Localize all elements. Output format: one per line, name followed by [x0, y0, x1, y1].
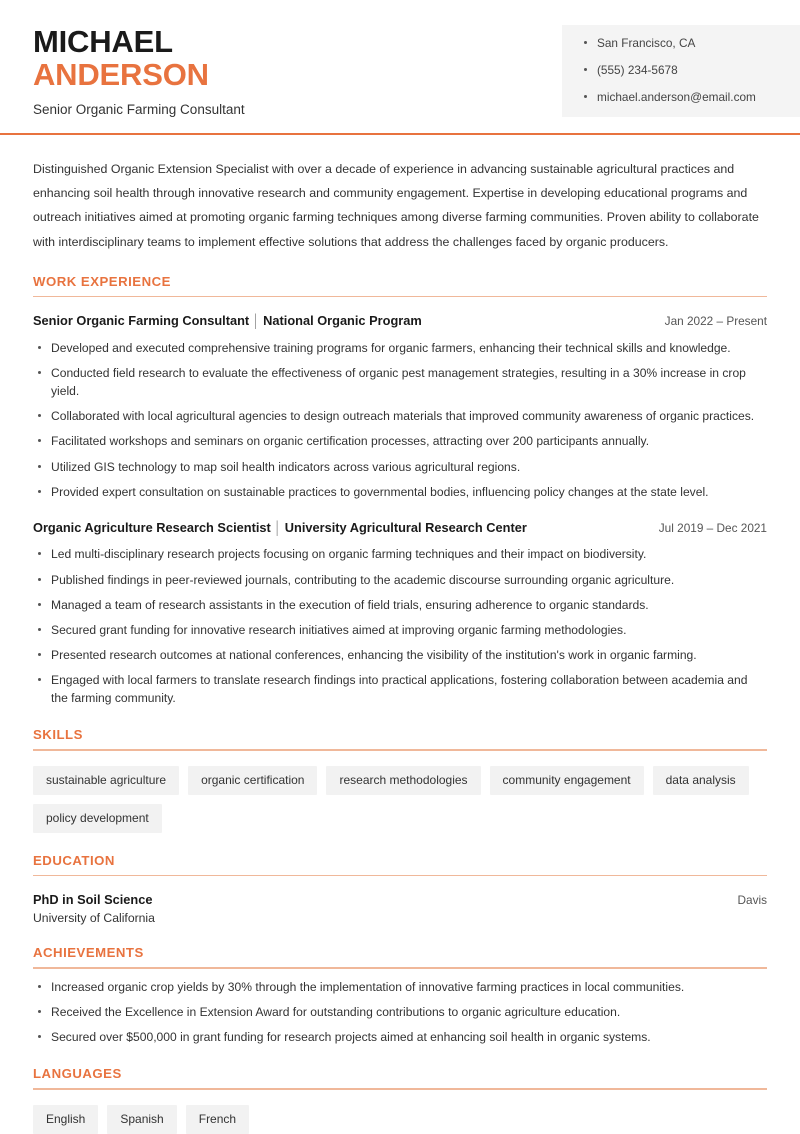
experience-entry — [33, 313, 767, 501]
section-title-skills: SKILLS — [33, 727, 83, 743]
section-languages — [33, 1066, 767, 1134]
bullet-dot-icon — [38, 1035, 41, 1038]
bullet-text: Conducted field research to evaluate the effectiveness of organic pest management strategies, resulting in a 30% increase in crop yield. — [51, 366, 746, 399]
education-degree: PhD in Soil Science — [33, 892, 153, 908]
bullet-dot-icon — [38, 985, 41, 988]
bullet-dot-icon — [38, 414, 41, 417]
section-divider — [33, 296, 767, 298]
section-title-work-experience: WORK EXPERIENCE — [33, 273, 171, 289]
skill-tag: organic certification — [188, 766, 317, 795]
bullet-item — [33, 364, 767, 400]
bullet-text: Led multi-disciplinary research projects focusing on organic farming techniques and their impact on biodiversity. — [51, 547, 647, 562]
title-separator: │ — [273, 519, 282, 535]
bullet-item — [33, 621, 767, 639]
header-divider — [0, 133, 800, 135]
experience-role: Senior Organic Farming Consultant — [33, 313, 250, 329]
bullet-item — [33, 545, 767, 563]
language-tag: English — [33, 1105, 98, 1134]
bullet-dot-icon — [38, 578, 41, 581]
bullet-dot-icon — [38, 1010, 41, 1013]
title-separator: │ — [252, 313, 261, 329]
skill-tag: policy development — [33, 804, 162, 833]
bullet-item — [33, 407, 767, 425]
bullet-text: Provided expert consultation on sustainable practices to governmental bodies, influencing policy changes at the state level. — [51, 484, 709, 499]
experience-header — [33, 313, 767, 330]
bullet-text: Managed a team of research assistants in the execution of field trials, ensuring adherence to organic standards. — [51, 597, 649, 612]
experience-bullets — [33, 545, 767, 707]
bullet-text: Developed and executed comprehensive training programs for organic farmers, enhancing their technical skills and knowledge. — [51, 340, 731, 355]
section-education — [33, 853, 767, 926]
section-divider — [33, 875, 767, 877]
bullet-dot-icon — [38, 653, 41, 656]
bullet-item — [33, 571, 767, 589]
email-icon — [584, 95, 587, 98]
contact-item-location — [584, 36, 800, 52]
section-divider — [33, 967, 767, 969]
experience-heading — [33, 520, 527, 537]
bullet-text: Utilized GIS technology to map soil health indicators across various agricultural regions. — [51, 459, 521, 474]
language-tag: French — [186, 1105, 249, 1134]
education-location: Davis — [737, 893, 767, 908]
education-school: University of California — [33, 911, 155, 926]
experience-entry — [33, 520, 767, 708]
resume-body — [0, 157, 800, 1134]
bullet-dot-icon — [38, 490, 41, 493]
skill-tag: sustainable agriculture — [33, 766, 179, 795]
bullet-dot-icon — [38, 603, 41, 606]
bullet-dot-icon — [38, 628, 41, 631]
language-tag: Spanish — [107, 1105, 176, 1134]
bullet-text: Secured over $500,000 in grant funding for research projects aimed at enhancing soil health in organic systems. — [51, 1030, 651, 1045]
bullet-item — [33, 432, 767, 450]
professional-title: Senior Organic Farming Consultant — [33, 101, 245, 117]
section-achievements — [33, 945, 767, 1046]
section-skills — [33, 727, 767, 833]
bullet-dot-icon — [38, 552, 41, 555]
bullet-text: Received the Excellence in Extension Award for outstanding contributions to organic agriculture education. — [51, 1005, 621, 1020]
bullet-dot-icon — [38, 678, 41, 681]
bullet-dot-icon — [38, 346, 41, 349]
section-title-languages: LANGUAGES — [33, 1066, 122, 1082]
bullet-item — [33, 978, 767, 996]
contact-item-email[interactable] — [584, 90, 800, 106]
header-identity — [0, 0, 245, 117]
contact-item-phone[interactable] — [584, 63, 800, 79]
skill-tag: research methodologies — [326, 766, 480, 795]
experience-dates: Jul 2019 – Dec 2021 — [658, 520, 767, 535]
skill-tag: data analysis — [653, 766, 749, 795]
section-title-education: EDUCATION — [33, 852, 115, 868]
experience-company: University Agricultural Research Center — [284, 519, 527, 535]
bullet-dot-icon — [38, 439, 41, 442]
bullet-item — [33, 458, 767, 476]
bullet-text: Facilitated workshops and seminars on organic certification processes, attracting over 200 participants annually. — [51, 434, 650, 449]
experience-role: Organic Agriculture Research Scientist — [33, 519, 271, 535]
bullet-item — [33, 1003, 767, 1021]
skill-tag: community engagement — [490, 766, 644, 795]
section-divider — [33, 1088, 767, 1090]
section-divider — [33, 749, 767, 751]
last-name: ANDERSON — [33, 57, 209, 93]
education-entry — [33, 892, 767, 925]
experience-bullets — [33, 339, 767, 501]
bullet-item — [33, 339, 767, 357]
contact-phone-text: (555) 234-5678 — [597, 62, 678, 77]
bullet-dot-icon — [38, 465, 41, 468]
contact-email-text: michael.anderson@email.com — [597, 89, 756, 104]
bullet-text: Published findings in peer-reviewed journals, contributing to the academic discourse surrounding organic agriculture. — [51, 572, 675, 587]
bullet-text: Increased organic crop yields by 30% through the implementation of innovative farming practices in local communities. — [51, 979, 685, 994]
bullet-item — [33, 596, 767, 614]
education-header — [33, 892, 767, 907]
professional-summary: Distinguished Organic Extension Specialist with over a decade of experience in advancing sustainable agricultural practices and enhancing soil health through innovative research and community engagement. Expertise in developing educational programs and outreach initiatives aimed at promoting organic farming techniques among diverse farming communities. Proven ability to collaborate with interdisciplinary teams to implement effective solutions that address the challenges faced by organic producers. — [33, 162, 759, 249]
section-work-experience — [33, 274, 767, 708]
bullet-text: Secured grant funding for innovative research initiatives aimed at improving organic farming methodologies. — [51, 622, 627, 637]
bullet-dot-icon — [38, 371, 41, 374]
bullet-item — [33, 1028, 767, 1046]
skills-tag-list — [33, 766, 767, 833]
bullet-text: Collaborated with local agricultural agencies to design outreach materials that improved community awareness of organic practices. — [51, 409, 755, 424]
phone-icon — [584, 68, 587, 71]
section-title-achievements: ACHIEVEMENTS — [33, 945, 144, 961]
contact-location-text: San Francisco, CA — [597, 36, 696, 50]
experience-dates: Jan 2022 – Present — [664, 314, 767, 329]
bullet-item — [33, 671, 767, 707]
location-icon — [584, 41, 587, 44]
contact-info-box — [562, 25, 800, 117]
bullet-text: Presented research outcomes at national conferences, enhancing the visibility of the institution's work in organic farming. — [51, 648, 697, 663]
resume-header — [0, 0, 800, 133]
experience-heading — [33, 313, 422, 330]
bullet-text: Engaged with local farmers to translate research findings into practical applications, fostering collaboration between academia and the farming community. — [51, 673, 748, 706]
experience-company: National Organic Program — [263, 313, 422, 329]
achievements-list — [33, 978, 767, 1046]
bullet-item — [33, 646, 767, 664]
experience-header — [33, 520, 767, 537]
first-name: MICHAEL — [33, 24, 173, 59]
bullet-item — [33, 483, 767, 501]
